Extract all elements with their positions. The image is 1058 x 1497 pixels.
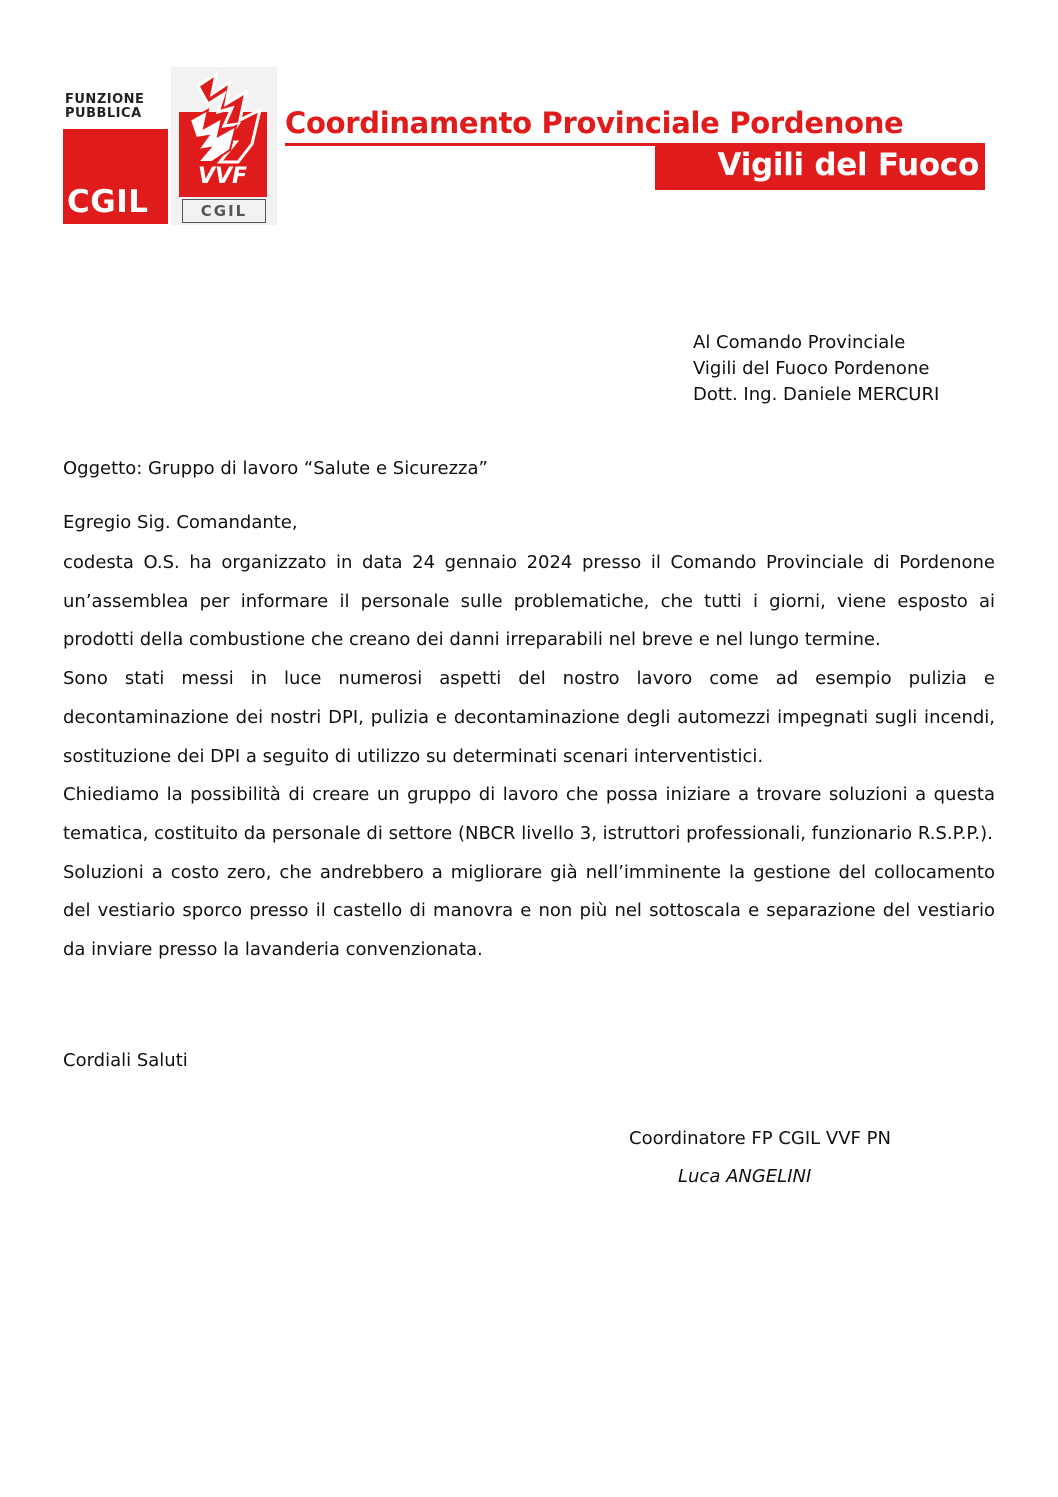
body-paragraph: Sono stati messi in luce numerosi aspetti del nostro lavoro come ad esempio pulizia e decontaminazione dei nostri DPI, pulizia e decontaminazione degli automezzi impegnati sugli incendi, sostituzione dei DPI a seguito di utilizzo su determinati scenari interventistici. xyxy=(63,668,995,767)
letter-greeting: Egregio Sig. Comandante, xyxy=(63,512,298,533)
body-paragraph: codesta O.S. ha organizzato in data 24 gennaio 2024 presso il Comando Provinciale di Pordenone un’assemblea per informare il personale sulle problematiche, che tutti i giorni, viene esposto ai prodotti della combustione che creano dei danni irreparabili nel breve e nel lungo termine. xyxy=(63,552,995,651)
signature-name: Luca ANGELINI xyxy=(678,1166,812,1187)
letterhead-title: Coordinamento Provinciale Pordenone xyxy=(285,106,904,140)
recipient-address xyxy=(693,330,939,408)
letterhead-subtitle: Vigili del Fuoco xyxy=(717,147,979,183)
letterhead xyxy=(63,64,988,229)
fp-logo-line2: PUBBLICA xyxy=(65,106,142,121)
vvf-logo-label: VVF xyxy=(198,164,248,189)
recipient-line: Al Comando Provinciale xyxy=(693,332,906,353)
fp-logo-top xyxy=(63,89,168,127)
vvf-cgil-logo xyxy=(168,64,280,229)
body-paragraph: Soluzioni a costo zero, che andrebbero a migliorare già nell’imminente la gestione del collocamento del vestiario sporco presso il castello di manovra e non più nel sottoscala e separazione del vestiario da inviare presso la lavanderia convenzionata. xyxy=(63,861,995,961)
letter-subject: Oggetto: Gruppo di lavoro “Salute e Sicurezza” xyxy=(63,458,488,479)
signature-role: Coordinatore FP CGIL VVF PN xyxy=(629,1128,891,1149)
body-paragraph: Chiediamo la possibilità di creare un gruppo di lavoro che possa iniziare a trovare soluzioni a questa tematica, costituito da personale di settore (NBCR livello 3, istruttori professionali, funzionario R.S.P.P.). xyxy=(63,784,995,844)
recipient-line: Dott. Ing. Daniele MERCURI xyxy=(693,384,940,405)
letter-closing: Cordiali Saluti xyxy=(63,1050,188,1071)
letter-body xyxy=(63,544,995,970)
fp-logo-cgil: CGIL xyxy=(67,184,149,220)
fp-logo-line1: FUNZIONE xyxy=(65,92,145,107)
recipient-line: Vigili del Fuoco Pordenone xyxy=(693,358,930,379)
vvf-logo-cgil: CGIL xyxy=(182,199,266,223)
fp-logo-red-block xyxy=(63,129,168,224)
fp-cgil-logo xyxy=(63,89,168,224)
letterhead-subtitle-block xyxy=(655,144,985,190)
